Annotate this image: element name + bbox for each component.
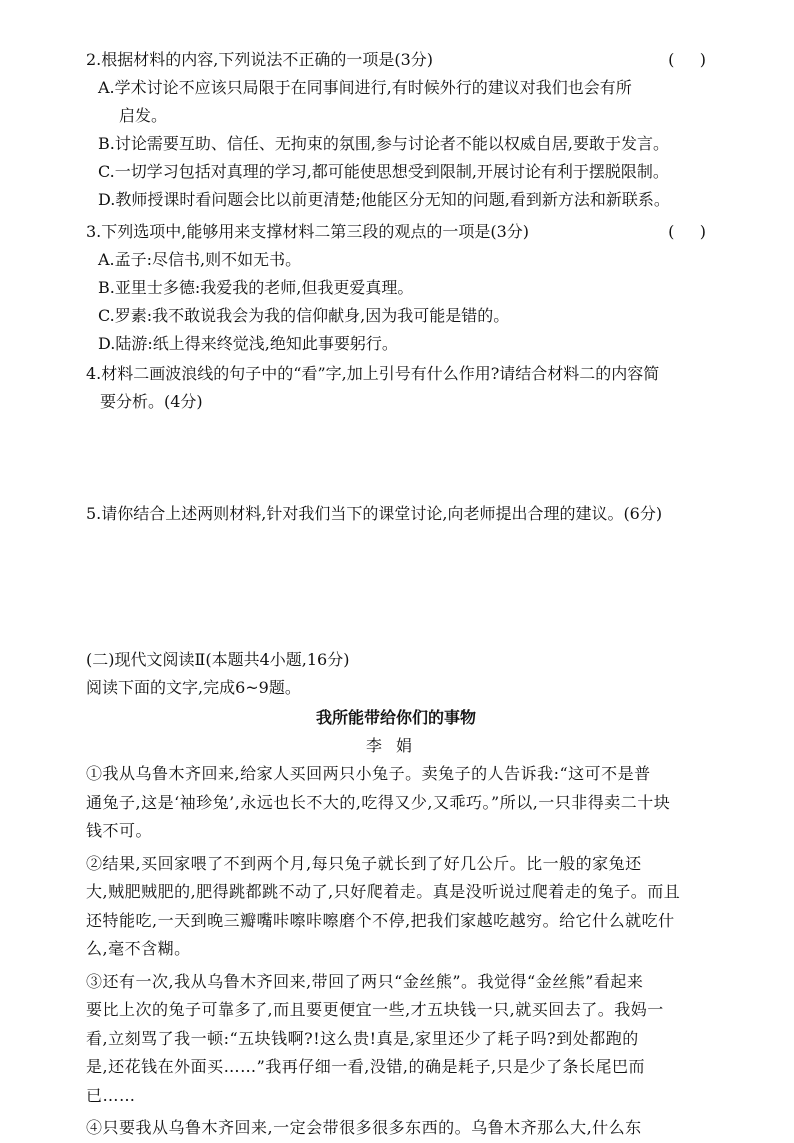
- question-2-stem: 2.根据材料的内容,下列说法不正确的一项是(3分): [86, 50, 434, 69]
- paragraph-line: 是,还花钱在外面买……”我再仔细一看,没错,的确是耗子,只是少了条长尾巴而: [86, 1057, 646, 1076]
- option-3c: C.罗素:我不敢说我会为我的信仰献身,因为我可能是错的。: [98, 306, 510, 325]
- paragraph-line: 要比上次的兔子可靠多了,而且要更便宜一些,才五块钱一只,就买回去了。我妈一: [86, 1000, 664, 1019]
- question-5-line-1: 5.请你结合上述两则材料,针对我们当下的课堂讨论,向老师提出合理的建议。(6分): [86, 504, 663, 523]
- question-3-stem: 3.下列选项中,能够用来支撑材料二第三段的观点的一项是(3分): [86, 222, 530, 241]
- question-4: [86, 360, 706, 416]
- question-3-stem-row: [86, 218, 706, 246]
- article-author: 李娟: [365, 736, 426, 755]
- paragraph-line: 钱不可。: [86, 821, 153, 840]
- paragraph-line: ④只要我从乌鲁木齐回来,一定会带很多很多东西的。乌鲁木齐那么大,什么东: [86, 1118, 642, 1137]
- paragraph-line: 还特能吃,一天到晚三瓣嘴咔嚓咔嚓磨个不停,把我们家越吃越穷。给它什么就吃什: [86, 910, 675, 930]
- question-5: [86, 500, 706, 528]
- question-4-line-2: 要分析。(4分): [100, 392, 203, 411]
- option-3b: B.亚里士多德:我爱我的老师,但我更爱真理。: [98, 278, 414, 297]
- question-2-stem-row: [86, 46, 706, 74]
- paragraph-line: ③还有一次,我从乌鲁木齐回来,带回了两只“金丝熊”。我觉得“金丝熊”看起来: [86, 971, 644, 991]
- paragraph-line: 通兔子,这是‘袖珍兔’,永远也长不大的,吃得又少,又乖巧。”所以,一只非得卖二十块: [86, 792, 671, 812]
- paragraph-4: [86, 1114, 706, 1143]
- option-2a: A.学术讨论不应该只局限于在同事间进行,有时候外行的建议对我们也会有所: [98, 78, 632, 97]
- question-3: [86, 218, 706, 358]
- paragraph-line: 看,立刻骂了我一顿:“五块钱啊?!这么贵!真是,家里还少了耗子吗?到处都跑的: [86, 1028, 639, 1048]
- answer-blank-2[interactable]: ( ): [668, 50, 706, 69]
- answer-blank-3[interactable]: ( ): [668, 222, 706, 241]
- option-3d: D.陆游:纸上得来终觉浅,绝知此事要躬行。: [98, 334, 398, 353]
- paragraph-2: [86, 850, 706, 964]
- option-2d: D.教师授课时看问题会比以前更清楚;他能区分无知的问题,看到新方法和新联系。: [98, 190, 670, 209]
- paragraph-line: 么,毫不含糊。: [86, 939, 191, 958]
- paragraph-3: [86, 968, 706, 1111]
- paragraph-line: 大,贼肥贼肥的,肥得跳都跳不动了,只好爬着走。真是没听说过爬着走的兔子。而且: [86, 882, 681, 901]
- option-3a: A.孟子:尽信书,则不如无书。: [98, 250, 302, 269]
- section-2-header: (二)现代文阅读Ⅱ(本题共4小题,16分): [86, 650, 350, 669]
- question-4-line-1: 4.材料二画波浪线的句子中的“看”字,加上引号有什么作用?请结合材料二的内容简: [86, 364, 660, 383]
- paragraph-line: 已……: [86, 1085, 136, 1105]
- paragraph-line: ②结果,买回家喂了不到两个月,每只兔子就长到了好几公斤。比一般的家兔还: [86, 853, 642, 873]
- section-2-instruction: 阅读下面的文字,完成6~9题。: [86, 678, 301, 697]
- article-title: 我所能带给你们的事物: [315, 708, 476, 727]
- paragraph-1: [86, 760, 706, 846]
- question-2: [86, 46, 706, 214]
- option-2b: B.讨论需要互助、信任、无拘束的氛围,参与讨论者不能以权威自居,要敢于发言。: [98, 134, 670, 153]
- paragraph-line: ①我从乌鲁木齐回来,给家人买回两只小兔子。卖兔子的人告诉我:“这可不是普: [86, 764, 651, 783]
- section-2: [86, 646, 706, 702]
- article-body: [86, 760, 706, 1143]
- option-2c: C.一切学习包括对真理的学习,都可能使思想受到限制,开展讨论有利于摆脱限制。: [98, 162, 669, 181]
- option-2a-cont: 启发。: [119, 106, 168, 125]
